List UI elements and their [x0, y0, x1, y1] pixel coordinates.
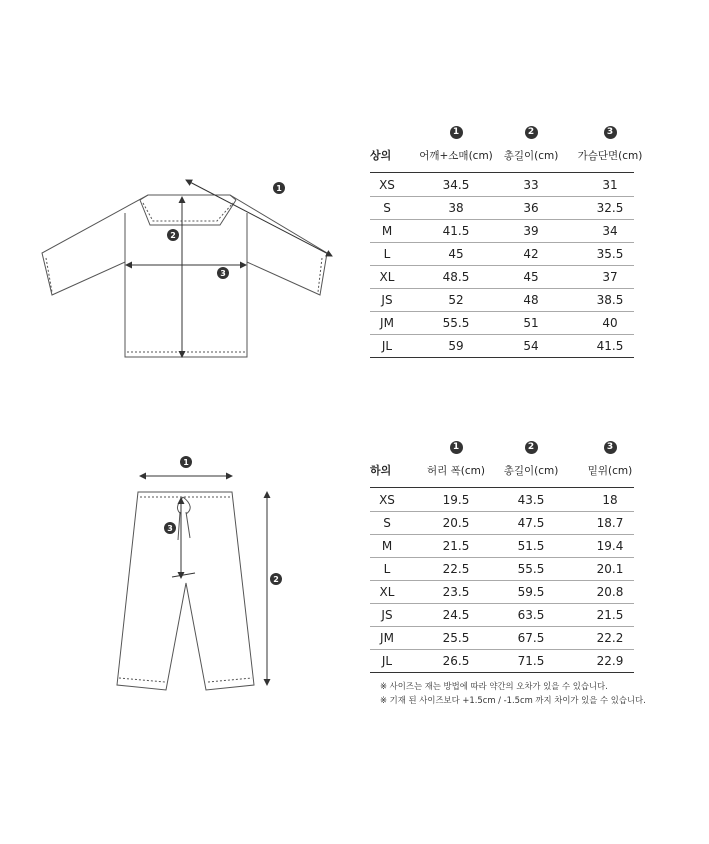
row-divider	[370, 311, 634, 312]
table-cell: 19.4	[596, 539, 624, 553]
table-cell: 32.5	[596, 201, 624, 215]
table-cell: 38	[448, 201, 464, 215]
table-cell: 34.5	[442, 178, 470, 192]
row-divider	[370, 357, 634, 358]
table-cell: 20.8	[596, 585, 624, 599]
row-divider	[370, 557, 634, 558]
row-divider	[370, 626, 634, 627]
table-cell: 71.5	[517, 654, 545, 668]
size-label: S	[383, 201, 391, 215]
column-header: 허리 폭(cm)	[427, 465, 485, 477]
table-cell: 51.5	[517, 539, 545, 553]
size-label: JM	[380, 316, 394, 330]
size-label: L	[383, 247, 391, 261]
marker-3: 3	[604, 126, 617, 139]
marker-3: 3	[604, 441, 617, 454]
table-cell: 22.9	[596, 654, 624, 668]
table-cell: 38.5	[596, 293, 624, 307]
size-notes	[380, 679, 646, 707]
table-cell: 52	[448, 293, 464, 307]
table-cell: 36	[523, 201, 539, 215]
table-cell: 26.5	[442, 654, 470, 668]
table-cell: 54	[523, 339, 539, 353]
row-divider	[370, 672, 634, 673]
marker-1: 1	[450, 441, 463, 454]
shirt-illustration	[42, 195, 327, 357]
table-cell: 45	[523, 270, 539, 284]
row-divider	[370, 334, 634, 335]
svg-text:1: 1	[276, 184, 282, 193]
table-cell: 20.1	[596, 562, 624, 576]
table-cell: 21.5	[442, 539, 470, 553]
table-cell: 47.5	[517, 516, 545, 530]
table-cell: 20.5	[442, 516, 470, 530]
column-header: 어깨+소매(cm)	[419, 150, 493, 162]
table-cell: 55.5	[442, 316, 470, 330]
table-cell: 41.5	[596, 339, 624, 353]
top-label: 상의	[370, 149, 392, 162]
table-cell: 39	[523, 224, 539, 238]
svg-text:1: 1	[183, 458, 189, 467]
table-cell: 45	[448, 247, 464, 261]
row-divider	[370, 219, 634, 220]
column-header: 밑위(cm)	[587, 465, 633, 477]
row-divider	[370, 511, 634, 512]
row-divider	[370, 242, 634, 243]
row-divider	[370, 196, 634, 197]
table-cell: 23.5	[442, 585, 470, 599]
column-header: 가슴단면(cm)	[577, 150, 643, 162]
row-divider	[370, 580, 634, 581]
column-header: 총길이(cm)	[503, 150, 559, 162]
row-divider	[370, 288, 634, 289]
note-line: ※ 사이즈는 재는 방법에 따라 약간의 오차가 있을 수 있습니다.	[380, 681, 608, 691]
table-cell: 43.5	[517, 493, 545, 507]
note-line: ※ 기재 된 사이즈보다 +1.5cm / -1.5cm 까지 차이가 있을 수 있습니다.	[380, 695, 646, 705]
table-cell: 42	[523, 247, 539, 261]
size-label: M	[381, 539, 393, 553]
table-cell: 55.5	[517, 562, 545, 576]
size-label: JM	[380, 631, 394, 645]
table-cell: 18	[602, 493, 618, 507]
size-label: S	[383, 516, 391, 530]
marker-1: 1	[450, 126, 463, 139]
table-cell: 31	[602, 178, 618, 192]
table-cell: 24.5	[442, 608, 470, 622]
table-cell: 35.5	[596, 247, 624, 261]
size-label: M	[381, 224, 393, 238]
column-header: 총길이(cm)	[503, 465, 559, 477]
table-cell: 21.5	[596, 608, 624, 622]
svg-text:2: 2	[273, 575, 279, 584]
bottom-label: 하의	[370, 464, 392, 477]
size-label: JS	[381, 608, 393, 622]
size-label: XS	[379, 178, 395, 192]
marker-2: 2	[525, 126, 538, 139]
table-cell: 48	[523, 293, 539, 307]
table-cell: 33	[523, 178, 539, 192]
table-cell: 22.5	[442, 562, 470, 576]
size-label: XS	[379, 493, 395, 507]
size-label: JL	[381, 339, 393, 353]
table-cell: 51	[523, 316, 539, 330]
size-label: XL	[379, 585, 395, 599]
table-cell: 37	[602, 270, 618, 284]
size-label: L	[383, 562, 391, 576]
row-divider	[370, 534, 634, 535]
table-cell: 59.5	[517, 585, 545, 599]
table-cell: 34	[602, 224, 618, 238]
table-cell: 25.5	[442, 631, 470, 645]
svg-text:2: 2	[170, 231, 176, 240]
size-label: JL	[381, 654, 393, 668]
pants-illustration	[117, 492, 254, 690]
table-cell: 67.5	[517, 631, 545, 645]
table-cell: 22.2	[596, 631, 624, 645]
table-cell: 59	[448, 339, 464, 353]
row-divider	[370, 603, 634, 604]
table-cell: 40	[602, 316, 618, 330]
table-cell: 63.5	[517, 608, 545, 622]
size-label: XL	[379, 270, 395, 284]
row-divider	[370, 649, 634, 650]
svg-text:3: 3	[167, 524, 173, 533]
table-cell: 48.5	[442, 270, 470, 284]
table-cell: 41.5	[442, 224, 470, 238]
svg-text:3: 3	[220, 269, 226, 278]
table-cell: 18.7	[596, 516, 624, 530]
row-divider	[370, 265, 634, 266]
table-cell: 19.5	[442, 493, 470, 507]
size-label: JS	[381, 293, 393, 307]
marker-2: 2	[525, 441, 538, 454]
